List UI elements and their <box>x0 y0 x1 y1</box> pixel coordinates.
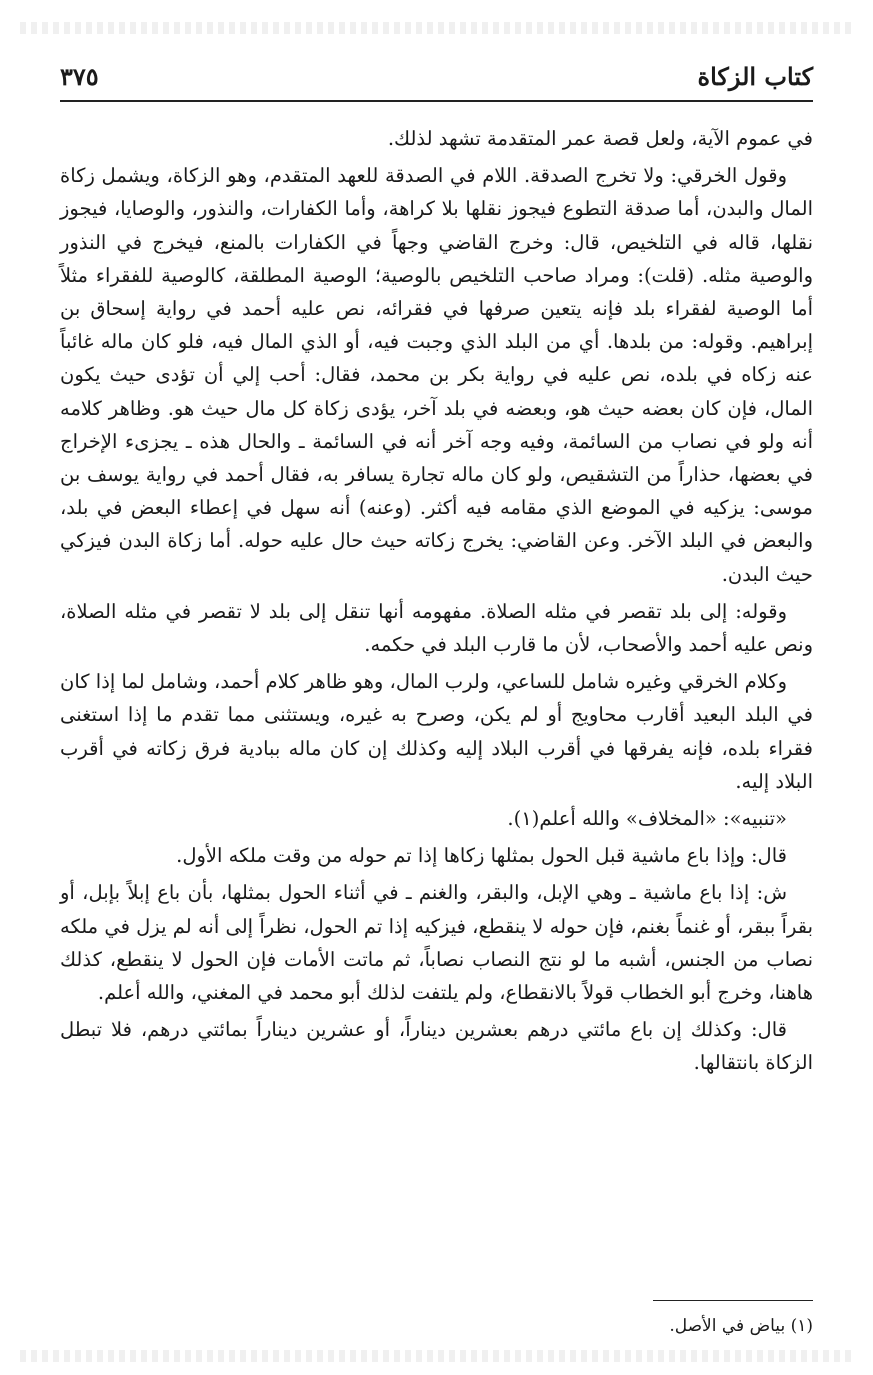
paragraph: وكلام الخرقي وغيره شامل للساعي، ولرب المال، وهو ظاهر كلام أحمد، وشامل لما إذا كان في البلد البعيد أقارب محاويج أو لم يكن، وصرح به غيره، ويستثنى مما تقدم ما إذا استغنى فقراء بلده، فإنه يفرقها في أقرب البلاد إليه وكذلك إن كان ماله ببادية فرق زكاته في أقرب البلاد إليه. <box>60 670 813 793</box>
paragraph: قال: وإذا باع ماشية قبل الحول بمثلها زكاها إذا تم حوله من وقت ملكه الأول. <box>176 844 787 868</box>
paragraph: وقول الخرقي: ولا تخرج الصدقة. اللام في الصدقة للعهد المتقدم، وهو الزكاة، ويشمل زكاة المال والبدن، أما صدقة التطوع فيجوز نقلها بلا كراهة، وأما الكفارات، والنذور، والوصايا، فيجوز نقلها، قاله في التلخيص، قال: وخرج القاضي وجهاً في الكفارات بالمنع، فيخرج في النذور والوصية مثله. (قلت): ومراد صاحب التلخيص بالوصية؛ الوصية المطلقة، كالوصية للفقراء مثلاً أما الوصية لفقراء بلد فإنه يتعين صرفها في فقرائه، نص عليه أحمد في رواية إسحاق بن إبراهيم. وقوله: من بلدها. أي من البلد الذي وجبت فيه، أو الذي المال فيه، فلو كان ماله غائباً عنه زكاه في بلده، نص عليه في رواية بكر بن محمد، فقال: أحب إلي أن تؤدى حيث يكون المال، فإن كان بعضه حيث هو، وبعضه في بلد آخر، يؤدى زكاة كل مال حيث هو. وظاهر كلامه أنه ولو في نصاب من السائمة، وفيه وجه آخر أنه في السائمة ـ والحال هذه ـ يجزىء الإخراج في بعضها، حذاراً من التشقيص، ولو كان ماله تجارة يسافر به، فقال أحمد في رواية يوسف بن موسى: يزكيه في الموضع الذي مقامه فيه أكثر. (وعنه) أنه سهل في إعطاء البعض في بلد، والبعض في البلد الآخر. وعن القاضي: يخرج زكاته حيث حال عليه حوله. أما زكاة البدن فيزكي حيث البدن. <box>60 164 813 586</box>
paragraph: «تنبيه»: «المخلاف» والله أعلم(١). <box>507 807 787 831</box>
paragraph: قال: وكذلك إن باع مائتي درهم بعشرين ديناراً، أو عشرين ديناراً بمائتي درهم، فلا تبطل الزكاة بانتقالها. <box>60 1018 813 1075</box>
scan-edge-bottom <box>20 1350 853 1362</box>
paragraph: ش: إذا باع ماشية ـ وهي الإبل، والبقر، والغنم ـ في أثناء الحول بمثلها، بأن باع إبلاً بإبل، أو بقراً ببقر، أو غنماً بغنم، فإن حوله لا ينقطع، فيزكيه إذا تم الحول، نظراً إلى أنه لم يزل في ملكه نصاب من الجنس، أشبه ما لو نتج النصاب نصاباً، ثم ماتت الأمات فإن الحول لا ينقطع، كذلك هاهنا، وخرج أبو الخطاب قولاً بالانقطاع، ولم يلتفت لذلك أبو محمد في المغني، والله أعلم. <box>60 881 813 1005</box>
header-rule <box>60 100 813 102</box>
footnote-rule <box>653 1300 813 1301</box>
chapter-title: كتاب الزكاة <box>697 62 813 91</box>
page-header <box>60 58 813 98</box>
footnote: (١) بياض في الأصل. <box>669 1316 813 1336</box>
page-number: ٣٧٥ <box>60 62 99 91</box>
paragraph: وقوله: إلى بلد تقصر في مثله الصلاة. مفهومه أنها تنقل إلى بلد لا تقصر في مثله الصلاة، ونص عليه أحمد والأصحاب، لأن ما قارب البلد في حكمه. <box>60 599 813 657</box>
paragraph: في عموم الآية، ولعل قصة عمر المتقدمة تشهد لذلك. <box>387 127 813 150</box>
scan-edge-top <box>20 22 853 34</box>
main-text <box>60 122 813 1084</box>
